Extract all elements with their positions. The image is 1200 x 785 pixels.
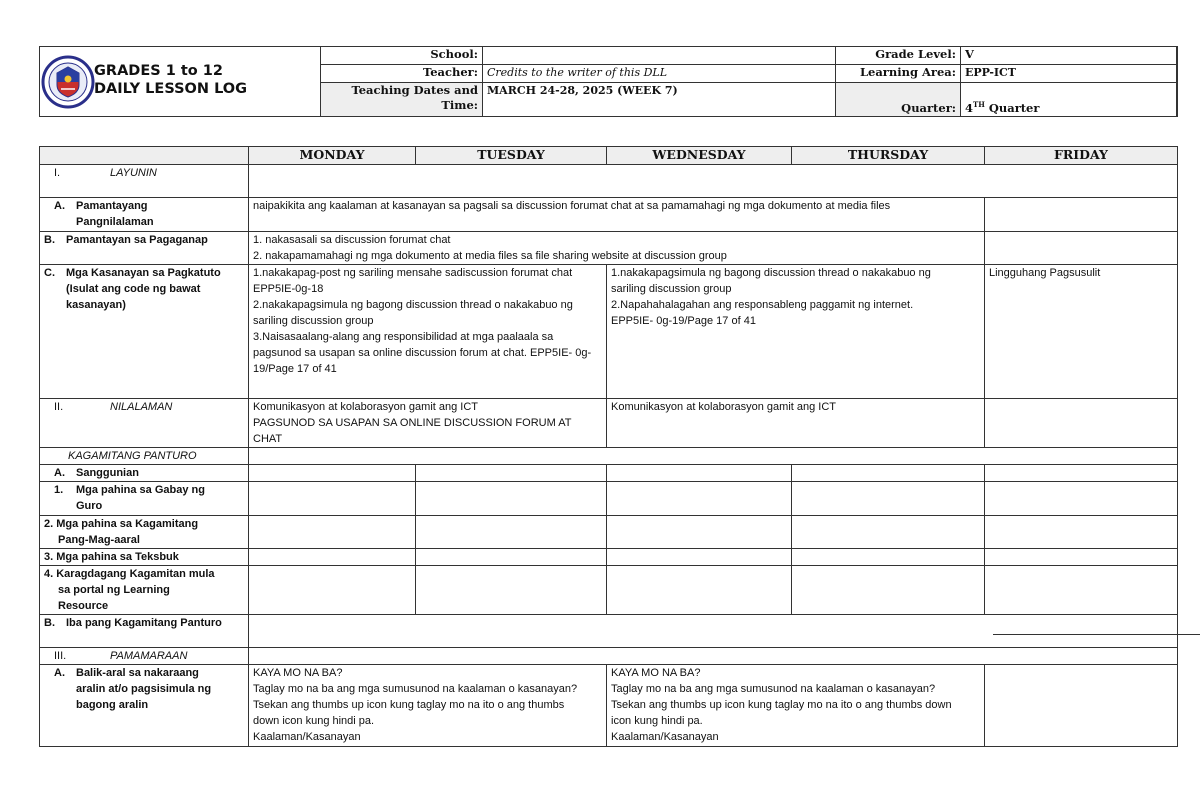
- pamantayang-pangnilalaman-content: naipakikita ang kaalaman at kasanayan sa pagsali sa discussion forumat chat at sa pamamahagi ng mga dokumento at media files: [249, 198, 985, 232]
- kagamitang-mag-aaral-line1: 2. Mga pahina sa Kagamitang: [44, 518, 199, 530]
- day-header-tuesday: TUESDAY: [416, 147, 607, 165]
- gabay-thu: [792, 482, 985, 516]
- balik-aral-mon-line2: Taglay mo na ba ang mga sumusunod na kaalaman o kasanayan?: [253, 683, 578, 695]
- row-iba-pang-kagamitan: [40, 615, 1178, 648]
- school-label: School:: [321, 47, 483, 65]
- balik-aral-num: A.: [54, 667, 65, 679]
- row-kasanayan: [40, 265, 1178, 399]
- teksbuk-wed: [607, 549, 792, 566]
- balik-aral-wed-line4: icon kung hindi pa.: [611, 715, 703, 727]
- pamantayang-pangnilalaman-friday: [985, 198, 1178, 232]
- kasanayan-wed-line3: 2.Napahahalagahan ang responsableng paggamit ng internet.: [611, 299, 914, 311]
- school-value: [483, 47, 836, 65]
- iba-pang-text: Iba pang Kagamitang Panturo: [66, 617, 222, 629]
- kasanayan-wed-line4: EPP5IE- 0g-19/Page 17 of 41: [611, 315, 756, 327]
- gabay-guro-label: [40, 482, 249, 516]
- teksbuk-mon: [249, 549, 416, 566]
- kagamitang-mag-aaral-line2: Pang-Mag-aaral: [58, 534, 140, 546]
- row-pamantayang-pangnilalaman: [40, 198, 1178, 232]
- row-nilalaman: [40, 399, 1178, 448]
- teacher-value: Credits to the writer of this DLL: [483, 65, 836, 83]
- nilalaman-friday: [985, 399, 1178, 448]
- kasanayan-mon-line5: 3.Naisasaalang-alang ang responsibilidad at mga paalaala sa: [253, 331, 554, 343]
- layunin-text: LAYUNIN: [110, 167, 157, 179]
- learning-area-value: EPP-ICT: [961, 65, 1178, 83]
- kar-tue: [416, 566, 607, 615]
- kasanayan-mon-line2: EPP5IE-0g-18: [253, 283, 324, 295]
- pamantayan-pagganap-text: Pamantayan sa Pagaganap: [66, 234, 208, 246]
- document-title: [94, 62, 247, 98]
- kagmag-tue: [416, 516, 607, 549]
- row-pamantayan-pagganap: [40, 232, 1178, 265]
- teaching-dates-label-line1: Teaching Dates and: [351, 83, 478, 97]
- row-teksbuk: [40, 549, 1178, 566]
- gabay-mon: [249, 482, 416, 516]
- layunin-content: [249, 165, 1178, 198]
- sanggunian-text: Sanggunian: [76, 467, 139, 479]
- gabay-guro-line1: Mga pahina sa Gabay ng: [76, 484, 205, 496]
- pamamaraan-num: III.: [54, 650, 67, 662]
- row-layunin: [40, 165, 1178, 198]
- nilalaman-label: [40, 399, 249, 448]
- pamamaraan-text: PAMAMARAAN: [110, 650, 188, 662]
- balik-aral-wed-line5: Kaalaman/Kasanayan: [611, 731, 719, 743]
- sanggunian-fri: [985, 465, 1178, 482]
- karagdagang-label: [40, 566, 249, 615]
- table-edge-line: [993, 634, 1200, 635]
- nilalaman-wednesday-thursday: Komunikasyon at kolaborasyon gamit ang ICT: [607, 399, 985, 448]
- pamantayang-pangnilalaman-num: A.: [54, 200, 65, 212]
- pamantayan-pagganap-label: [40, 232, 249, 265]
- gabay-wed: [607, 482, 792, 516]
- grade-level-value: V: [961, 47, 1178, 65]
- nilalaman-num: II.: [54, 401, 64, 413]
- teksbuk-label: 3. Mga pahina sa Teksbuk: [40, 549, 249, 566]
- kasanayan-mon-line7: 19/Page 17 of 41: [253, 363, 337, 375]
- balik-aral-wednesday-thursday: [607, 665, 985, 747]
- balik-aral-wed-line3: Tsekan ang thumbs up icon kung taglay mo na ito o ang thumbs down: [611, 699, 952, 711]
- pamantayang-pangnilalaman-line2: Pangnilalaman: [76, 216, 154, 228]
- kagamitang-panturo-label: KAGAMITANG PANTURO: [40, 448, 249, 465]
- teksbuk-thu: [792, 549, 985, 566]
- kasanayan-wednesday-thursday: [607, 265, 985, 399]
- nilalaman-mon-line2: PAGSUNOD SA USAPAN SA ONLINE DISCUSSION FORUM AT CHAT: [253, 417, 572, 445]
- kasanayan-line1: Mga Kasanayan sa Pagkatuto: [66, 267, 221, 279]
- iba-pang-num: B.: [44, 617, 55, 629]
- karagdagang-line1: 4. Karagdagang Kagamitan mula: [44, 568, 215, 580]
- quarter-label: Quarter:: [836, 83, 961, 117]
- nilalaman-mon-line1: Komunikasyon at kolaborasyon gamit ang ICT: [253, 401, 479, 413]
- balik-aral-monday-tuesday: [249, 665, 607, 747]
- teacher-label: Teacher:: [321, 65, 483, 83]
- karagdagang-line2: sa portal ng Learning: [58, 584, 170, 596]
- title-line-2: DAILY LESSON LOG: [94, 81, 248, 97]
- lesson-log-table: [39, 146, 1178, 747]
- pamamaraan-content: [249, 648, 1178, 665]
- sanggunian-tue: [416, 465, 607, 482]
- kasanayan-line2: (Isulat ang code ng bawat: [66, 283, 201, 295]
- day-header-wednesday: WEDNESDAY: [607, 147, 792, 165]
- gabay-guro-line2: Guro: [76, 500, 103, 512]
- sanggunian-wed: [607, 465, 792, 482]
- kasanayan-mon-line4: sariling discussion group: [253, 315, 374, 327]
- balik-aral-line3: bagong aralin: [76, 699, 149, 711]
- sanggunian-label: [40, 465, 249, 482]
- kar-fri: [985, 566, 1178, 615]
- balik-aral-wed-line2: Taglay mo na ba ang mga sumusunod na kaalaman o kasanayan?: [611, 683, 936, 695]
- learning-area-label: Learning Area:: [836, 65, 961, 83]
- kasanayan-line3: kasanayan): [66, 299, 126, 311]
- balik-aral-line1: Balik-aral sa nakaraang: [76, 667, 199, 679]
- iba-pang-label: [40, 615, 249, 648]
- kar-thu: [792, 566, 985, 615]
- balik-aral-label: [40, 665, 249, 747]
- pamantayan-pagganap-num: B.: [44, 234, 55, 246]
- sanggunian-num: A.: [54, 467, 65, 479]
- corner-cell: [40, 147, 249, 165]
- gabay-tue: [416, 482, 607, 516]
- balik-aral-mon-line4: down icon kung hindi pa.: [253, 715, 375, 727]
- kasanayan-mon-line3: 2.nakakapagsimula ng bagong discussion thread o nakakabuo ng: [253, 299, 573, 311]
- kar-wed: [607, 566, 792, 615]
- teksbuk-tue: [416, 549, 607, 566]
- header-info-table: [320, 46, 1178, 117]
- pamantayan-pagganap-content: [249, 232, 985, 265]
- layunin-label: [40, 165, 249, 198]
- pamantayang-pangnilalaman-line1: Pamantayang: [76, 200, 148, 212]
- quarter-superscript: TH: [973, 100, 985, 110]
- teaching-dates-value: MARCH 24-28, 2025 (WEEK 7): [483, 83, 836, 117]
- kasanayan-friday: Lingguhang Pagsusulit: [985, 265, 1178, 399]
- pamamaraan-label: [40, 648, 249, 665]
- pamantayang-pangnilalaman-label: [40, 198, 249, 232]
- day-header-monday: MONDAY: [249, 147, 416, 165]
- balik-aral-wed-line1: KAYA MO NA BA?: [611, 667, 701, 679]
- row-sanggunian: [40, 465, 1178, 482]
- gabay-guro-num: 1.: [54, 484, 64, 496]
- kasanayan-wed-line2: sariling discussion group: [611, 283, 732, 295]
- grade-level-label: Grade Level:: [836, 47, 961, 65]
- pamantayan-pagganap-line2: 2. nakapamamahagi ng mga dokumento at media files sa file sharing website at discussion group: [253, 250, 727, 262]
- kasanayan-mon-line1: 1.nakakapag-post ng sariling mensahe sadiscussion forumat chat: [253, 267, 573, 279]
- row-gabay-guro: [40, 482, 1178, 516]
- row-kagamitang-panturo: [40, 448, 1178, 465]
- kasanayan-label: [40, 265, 249, 399]
- balik-aral-mon-line1: KAYA MO NA BA?: [253, 667, 343, 679]
- kagamitang-mag-aaral-label: [40, 516, 249, 549]
- karagdagang-line3: Resource: [58, 600, 109, 612]
- day-header-thursday: THURSDAY: [792, 147, 985, 165]
- kagmag-wed: [607, 516, 792, 549]
- nilalaman-text: NILALAMAN: [110, 401, 173, 413]
- balik-aral-line2: aralin at/o pagsisimula ng: [76, 683, 212, 695]
- teksbuk-fri: [985, 549, 1178, 566]
- teaching-dates-label: [321, 83, 483, 117]
- row-kagamitang-mag-aaral: [40, 516, 1178, 549]
- kagmag-mon: [249, 516, 416, 549]
- balik-aral-mon-line3: Tsekan ang thumbs up icon kung taglay mo na ito o ang thumbs: [253, 699, 565, 711]
- kagmag-fri: [985, 516, 1178, 549]
- pamantayan-pagganap-friday: [985, 232, 1178, 265]
- quarter-value: [961, 83, 1178, 117]
- pamantayan-pagganap-line1: 1. nakasasali sa discussion forumat chat: [253, 234, 451, 246]
- day-header-row: [40, 147, 1178, 165]
- title-line-1: GRADES 1 to 12: [94, 63, 223, 79]
- balik-aral-mon-line5: Kaalaman/Kasanayan: [253, 731, 361, 743]
- layunin-num: I.: [54, 167, 61, 179]
- sanggunian-mon: [249, 465, 416, 482]
- day-header-friday: FRIDAY: [985, 147, 1178, 165]
- kasanayan-wed-line1: 1.nakakapagsimula ng bagong discussion thread o nakakabuo ng: [611, 267, 931, 279]
- kasanayan-mon-line6: pagsunod sa usapan sa online discussion forum at chat. EPP5IE- 0g-: [253, 347, 592, 359]
- kagmag-thu: [792, 516, 985, 549]
- iba-pang-content: [249, 615, 1178, 648]
- kasanayan-monday-tuesday: [249, 265, 607, 399]
- kasanayan-num: C.: [44, 267, 55, 279]
- row-pamamaraan: [40, 648, 1178, 665]
- row-balik-aral: [40, 665, 1178, 747]
- quarter-number: 4: [965, 101, 974, 115]
- gabay-fri: [985, 482, 1178, 516]
- nilalaman-monday-tuesday: [249, 399, 607, 448]
- kar-mon: [249, 566, 416, 615]
- quarter-word: Quarter: [988, 101, 1040, 115]
- row-karagdagang-kagamitan: [40, 566, 1178, 615]
- sanggunian-thu: [792, 465, 985, 482]
- balik-aral-friday: [985, 665, 1178, 747]
- deped-seal-icon: [41, 49, 95, 115]
- teaching-dates-label-line2: Time:: [441, 98, 478, 112]
- kagamitang-panturo-content: [249, 448, 1178, 465]
